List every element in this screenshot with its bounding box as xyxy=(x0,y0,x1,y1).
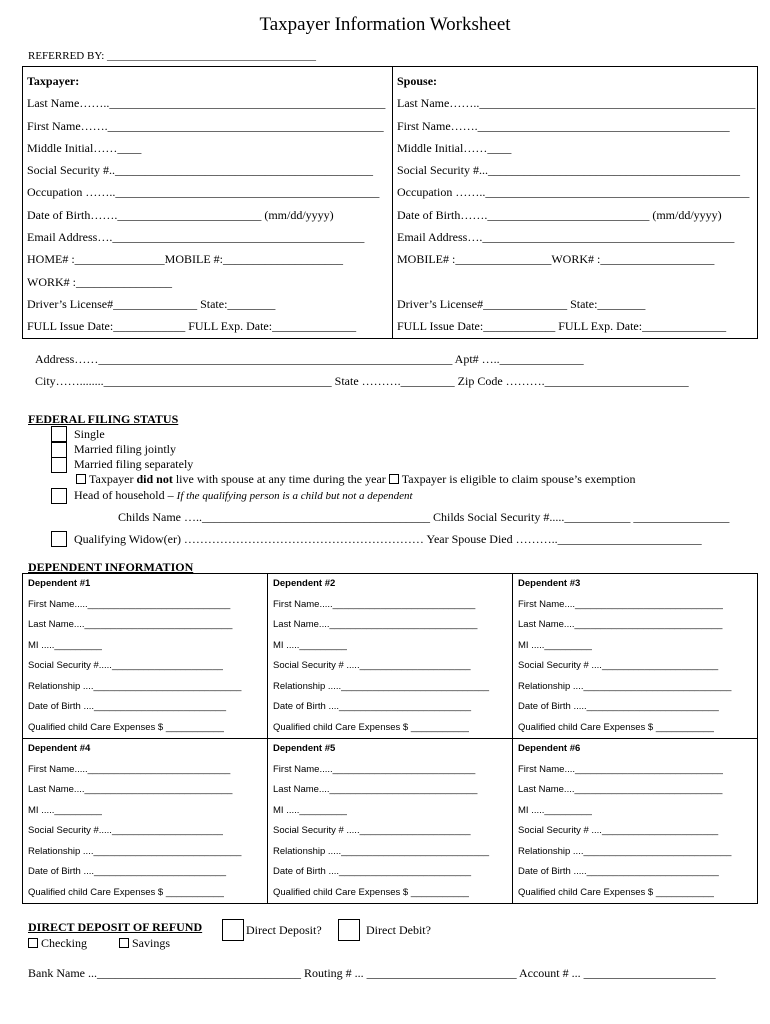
single-label: Single xyxy=(74,427,105,441)
dependent-5-relationship-field[interactable]: Relationship .....____________________________ xyxy=(273,845,490,857)
dependent-4-block xyxy=(23,739,268,904)
dependent-3-mi-field[interactable]: MI ....._________ xyxy=(518,639,592,651)
taxpayer-work-phone-field[interactable]: WORK# :________________ xyxy=(27,274,172,289)
dependent-1-mi-field[interactable]: MI ....._________ xyxy=(28,639,102,651)
qualifying-widow-checkbox[interactable] xyxy=(51,531,67,547)
dependent-3-care-expenses-field[interactable]: Qualified child Care Expenses $ ___________ xyxy=(518,721,714,733)
dependent-6-dob-field[interactable]: Date of Birth ....._________________________ xyxy=(518,866,719,877)
dependent-1-ssn-field[interactable]: Social Security #....._____________________ xyxy=(28,660,223,671)
dependent-6-care-expenses-field[interactable]: Qualified child Care Expenses $ ___________ xyxy=(518,886,714,898)
separate-residence-note xyxy=(76,472,636,487)
married-separately-label: Married filing separately xyxy=(74,457,194,471)
savings-checkbox[interactable] xyxy=(119,938,129,948)
dependent-5-mi-field[interactable]: MI ....._________ xyxy=(273,804,347,816)
dependent-3-dob-field[interactable]: Date of Birth ....._________________________ xyxy=(518,701,719,712)
spouse-phone-field[interactable]: MOBILE# :________________WORK# :___________________ xyxy=(397,252,715,267)
checking-checkbox[interactable] xyxy=(28,938,38,948)
dependent-info-heading: DEPENDENT INFORMATION xyxy=(28,560,194,574)
referred-by-field[interactable]: REFERRED BY: ______________________________________ xyxy=(28,50,317,62)
spouse-email-field[interactable]: Email Address….__________________________________________ xyxy=(397,230,735,245)
taxpayer-spouse-table xyxy=(22,66,758,339)
bank-info-field[interactable]: Bank Name ...__________________________________ Routing # ... _________________________ Account # ... ______________________ xyxy=(28,966,716,980)
did-not-live-mid: live with spouse at any time during the year xyxy=(175,472,386,486)
dependent-4-relationship-field[interactable]: Relationship ....____________________________ xyxy=(28,845,242,857)
did-not-live-checkbox[interactable] xyxy=(76,474,86,484)
spouse-middle-initial-field[interactable]: Middle Initial……____ xyxy=(397,140,512,155)
direct-debit-checkbox[interactable] xyxy=(338,919,360,941)
dependent-3-ssn-field[interactable]: Social Security # ....______________________ xyxy=(518,660,719,671)
dependent-4-first-name-field[interactable]: First Name.....___________________________ xyxy=(28,763,231,775)
savings-option[interactable] xyxy=(119,936,170,951)
dependent-2-last-name-field[interactable]: Last Name....____________________________ xyxy=(273,619,478,630)
dependent-1-dob-field[interactable]: Date of Birth ...._________________________ xyxy=(28,701,227,712)
dependent-6-relationship-field[interactable]: Relationship ....____________________________ xyxy=(518,845,732,857)
taxpayer-phone-field[interactable]: HOME# :_______________MOBILE #:____________________ xyxy=(27,252,343,267)
spouse-heading: Spouse: xyxy=(397,74,438,88)
married-separately-checkbox[interactable] xyxy=(51,457,67,473)
dependent-5-first-name-field[interactable]: First Name.....___________________________ xyxy=(273,763,476,775)
did-not-live-pre: Taxpayer xyxy=(89,472,134,486)
dependent-4-last-name-field[interactable]: Last Name....____________________________ xyxy=(28,784,233,795)
address-field[interactable]: Address……___________________________________________________________ Apt# …..______________ xyxy=(35,352,584,366)
dependent-3-relationship-field[interactable]: Relationship ....____________________________ xyxy=(518,680,732,692)
taxpayer-ssn-field[interactable]: Social Security #..___________________________________________ xyxy=(27,163,373,178)
spouse-column xyxy=(393,67,758,339)
taxpayer-first-name-field[interactable]: First Name…….______________________________________________ xyxy=(27,118,384,133)
dependent-6-block xyxy=(513,739,758,904)
dependent-1-title: Dependent #1 xyxy=(28,578,91,589)
dependent-5-care-expenses-field[interactable]: Qualified child Care Expenses $ ___________ xyxy=(273,886,469,898)
taxpayer-column xyxy=(23,67,393,339)
dependent-1-block xyxy=(23,574,268,739)
dependent-6-ssn-field[interactable]: Social Security # ....______________________ xyxy=(518,825,719,836)
direct-deposit-checkbox[interactable] xyxy=(222,919,244,941)
head-of-household-row xyxy=(74,488,413,503)
dependent-5-last-name-field[interactable]: Last Name....____________________________ xyxy=(273,784,478,795)
taxpayer-dob-field[interactable]: Date of Birth…….________________________ (mm/dd/yyyy) xyxy=(27,207,334,222)
dependent-2-title: Dependent #2 xyxy=(273,578,336,589)
dependent-4-care-expenses-field[interactable]: Qualified child Care Expenses $ ___________ xyxy=(28,886,224,898)
dependent-4-mi-field[interactable]: MI ....._________ xyxy=(28,804,102,816)
taxpayer-license-field[interactable]: Driver’s License#______________ State:________ xyxy=(27,296,276,311)
dependent-6-first-name-field[interactable]: First Name....____________________________ xyxy=(518,763,723,775)
dependent-2-relationship-field[interactable]: Relationship .....____________________________ xyxy=(273,680,490,692)
married-jointly-checkbox[interactable] xyxy=(51,442,67,458)
qualifying-widow-field[interactable]: Qualifying Widow(er) …………………………………………………… Year Spouse Died ………..________________________ xyxy=(74,532,702,546)
head-of-household-note: If the qualifying person is a child but not a dependent xyxy=(176,490,413,502)
taxpayer-last-name-field[interactable]: Last Name……..______________________________________________ xyxy=(27,96,386,111)
dependent-4-dob-field[interactable]: Date of Birth ...._________________________ xyxy=(28,866,227,877)
spouse-license-field[interactable]: Driver’s License#______________ State:________ xyxy=(397,296,646,311)
spouse-last-name-field[interactable]: Last Name……..______________________________________________ xyxy=(397,96,756,111)
dependent-5-ssn-field[interactable]: Social Security # ....._____________________ xyxy=(273,825,471,836)
direct-debit-label: Direct Debit? xyxy=(366,923,431,937)
dependent-1-care-expenses-field[interactable]: Qualified child Care Expenses $ ___________ xyxy=(28,721,224,733)
taxpayer-heading: Taxpayer: xyxy=(27,74,80,88)
spouse-blank-row xyxy=(397,271,753,293)
taxpayer-occupation-field[interactable]: Occupation ……..____________________________________________ xyxy=(27,185,380,200)
city-state-zip-field[interactable]: City……........______________________________________ State ………._________ Zip Code ……….________________________ xyxy=(35,374,689,388)
married-jointly-label: Married filing jointly xyxy=(74,442,176,456)
taxpayer-license-dates-field[interactable]: FULL Issue Date:____________ FULL Exp. Date:______________ xyxy=(27,319,357,334)
dependent-4-ssn-field[interactable]: Social Security #....._____________________ xyxy=(28,825,223,836)
spouse-ssn-field[interactable]: Social Security #...__________________________________________ xyxy=(397,163,740,178)
dependent-2-dob-field[interactable]: Date of Birth ...._________________________ xyxy=(273,701,472,712)
dependents-table xyxy=(22,573,758,904)
head-of-household-checkbox[interactable] xyxy=(51,488,67,504)
dependent-3-first-name-field[interactable]: First Name....____________________________ xyxy=(518,598,723,610)
checking-label: Checking xyxy=(41,936,87,950)
spouse-exemption-label: Taxpayer is eligible to claim spouse’s exemption xyxy=(401,472,636,486)
dependent-1-relationship-field[interactable]: Relationship ....____________________________ xyxy=(28,680,242,692)
single-checkbox[interactable] xyxy=(51,426,67,442)
direct-deposit-label: Direct Deposit? xyxy=(246,923,322,937)
dependent-3-title: Dependent #3 xyxy=(518,578,581,589)
spouse-occupation-field[interactable]: Occupation ……..____________________________________________ xyxy=(397,185,750,200)
did-not-live-bold: did not xyxy=(136,472,173,486)
dependent-2-first-name-field[interactable]: First Name.....___________________________ xyxy=(273,598,476,610)
taxpayer-email-field[interactable]: Email Address….__________________________________________ xyxy=(27,230,365,245)
taxpayer-middle-initial-field[interactable]: Middle Initial……____ xyxy=(27,140,142,155)
child-name-ssn-field[interactable]: Childs Name …..______________________________________ Childs Social Security #.....___________ ________________ xyxy=(118,510,730,524)
dependent-6-last-name-field[interactable]: Last Name....____________________________ xyxy=(518,784,723,795)
dependent-5-title: Dependent #5 xyxy=(273,743,336,754)
dependent-3-last-name-field[interactable]: Last Name....____________________________ xyxy=(518,619,723,630)
spouse-exemption-checkbox[interactable] xyxy=(389,474,399,484)
dependent-5-block xyxy=(268,739,513,904)
dependent-5-dob-field[interactable]: Date of Birth ...._________________________ xyxy=(273,866,472,877)
dependent-2-block xyxy=(268,574,513,739)
savings-label: Savings xyxy=(132,936,171,950)
dependent-4-title: Dependent #4 xyxy=(28,743,91,754)
spouse-first-name-field[interactable]: First Name…….__________________________________________ xyxy=(397,118,730,133)
checking-option[interactable] xyxy=(28,936,87,951)
dependent-6-title: Dependent #6 xyxy=(518,743,581,754)
dependent-1-last-name-field[interactable]: Last Name....____________________________ xyxy=(28,619,233,630)
dependent-1-first-name-field[interactable]: First Name.....___________________________ xyxy=(28,598,231,610)
spouse-dob-field[interactable]: Date of Birth…….___________________________ (mm/dd/yyyy) xyxy=(397,207,722,222)
head-of-household-label: Head of household – xyxy=(74,488,174,502)
dependent-6-mi-field[interactable]: MI ....._________ xyxy=(518,804,592,816)
dependent-2-care-expenses-field[interactable]: Qualified child Care Expenses $ ___________ xyxy=(273,721,469,733)
direct-deposit-heading: DIRECT DEPOSIT OF REFUND xyxy=(28,920,203,934)
dependent-2-ssn-field[interactable]: Social Security # ....._____________________ xyxy=(273,660,471,671)
page-title: Taxpayer Information Worksheet xyxy=(259,14,511,35)
dependent-3-block xyxy=(513,574,758,739)
spouse-license-dates-field[interactable]: FULL Issue Date:____________ FULL Exp. Date:______________ xyxy=(397,319,727,334)
filing-status-heading: FEDERAL FILING STATUS xyxy=(28,412,179,426)
dependent-2-mi-field[interactable]: MI ....._________ xyxy=(273,639,347,651)
